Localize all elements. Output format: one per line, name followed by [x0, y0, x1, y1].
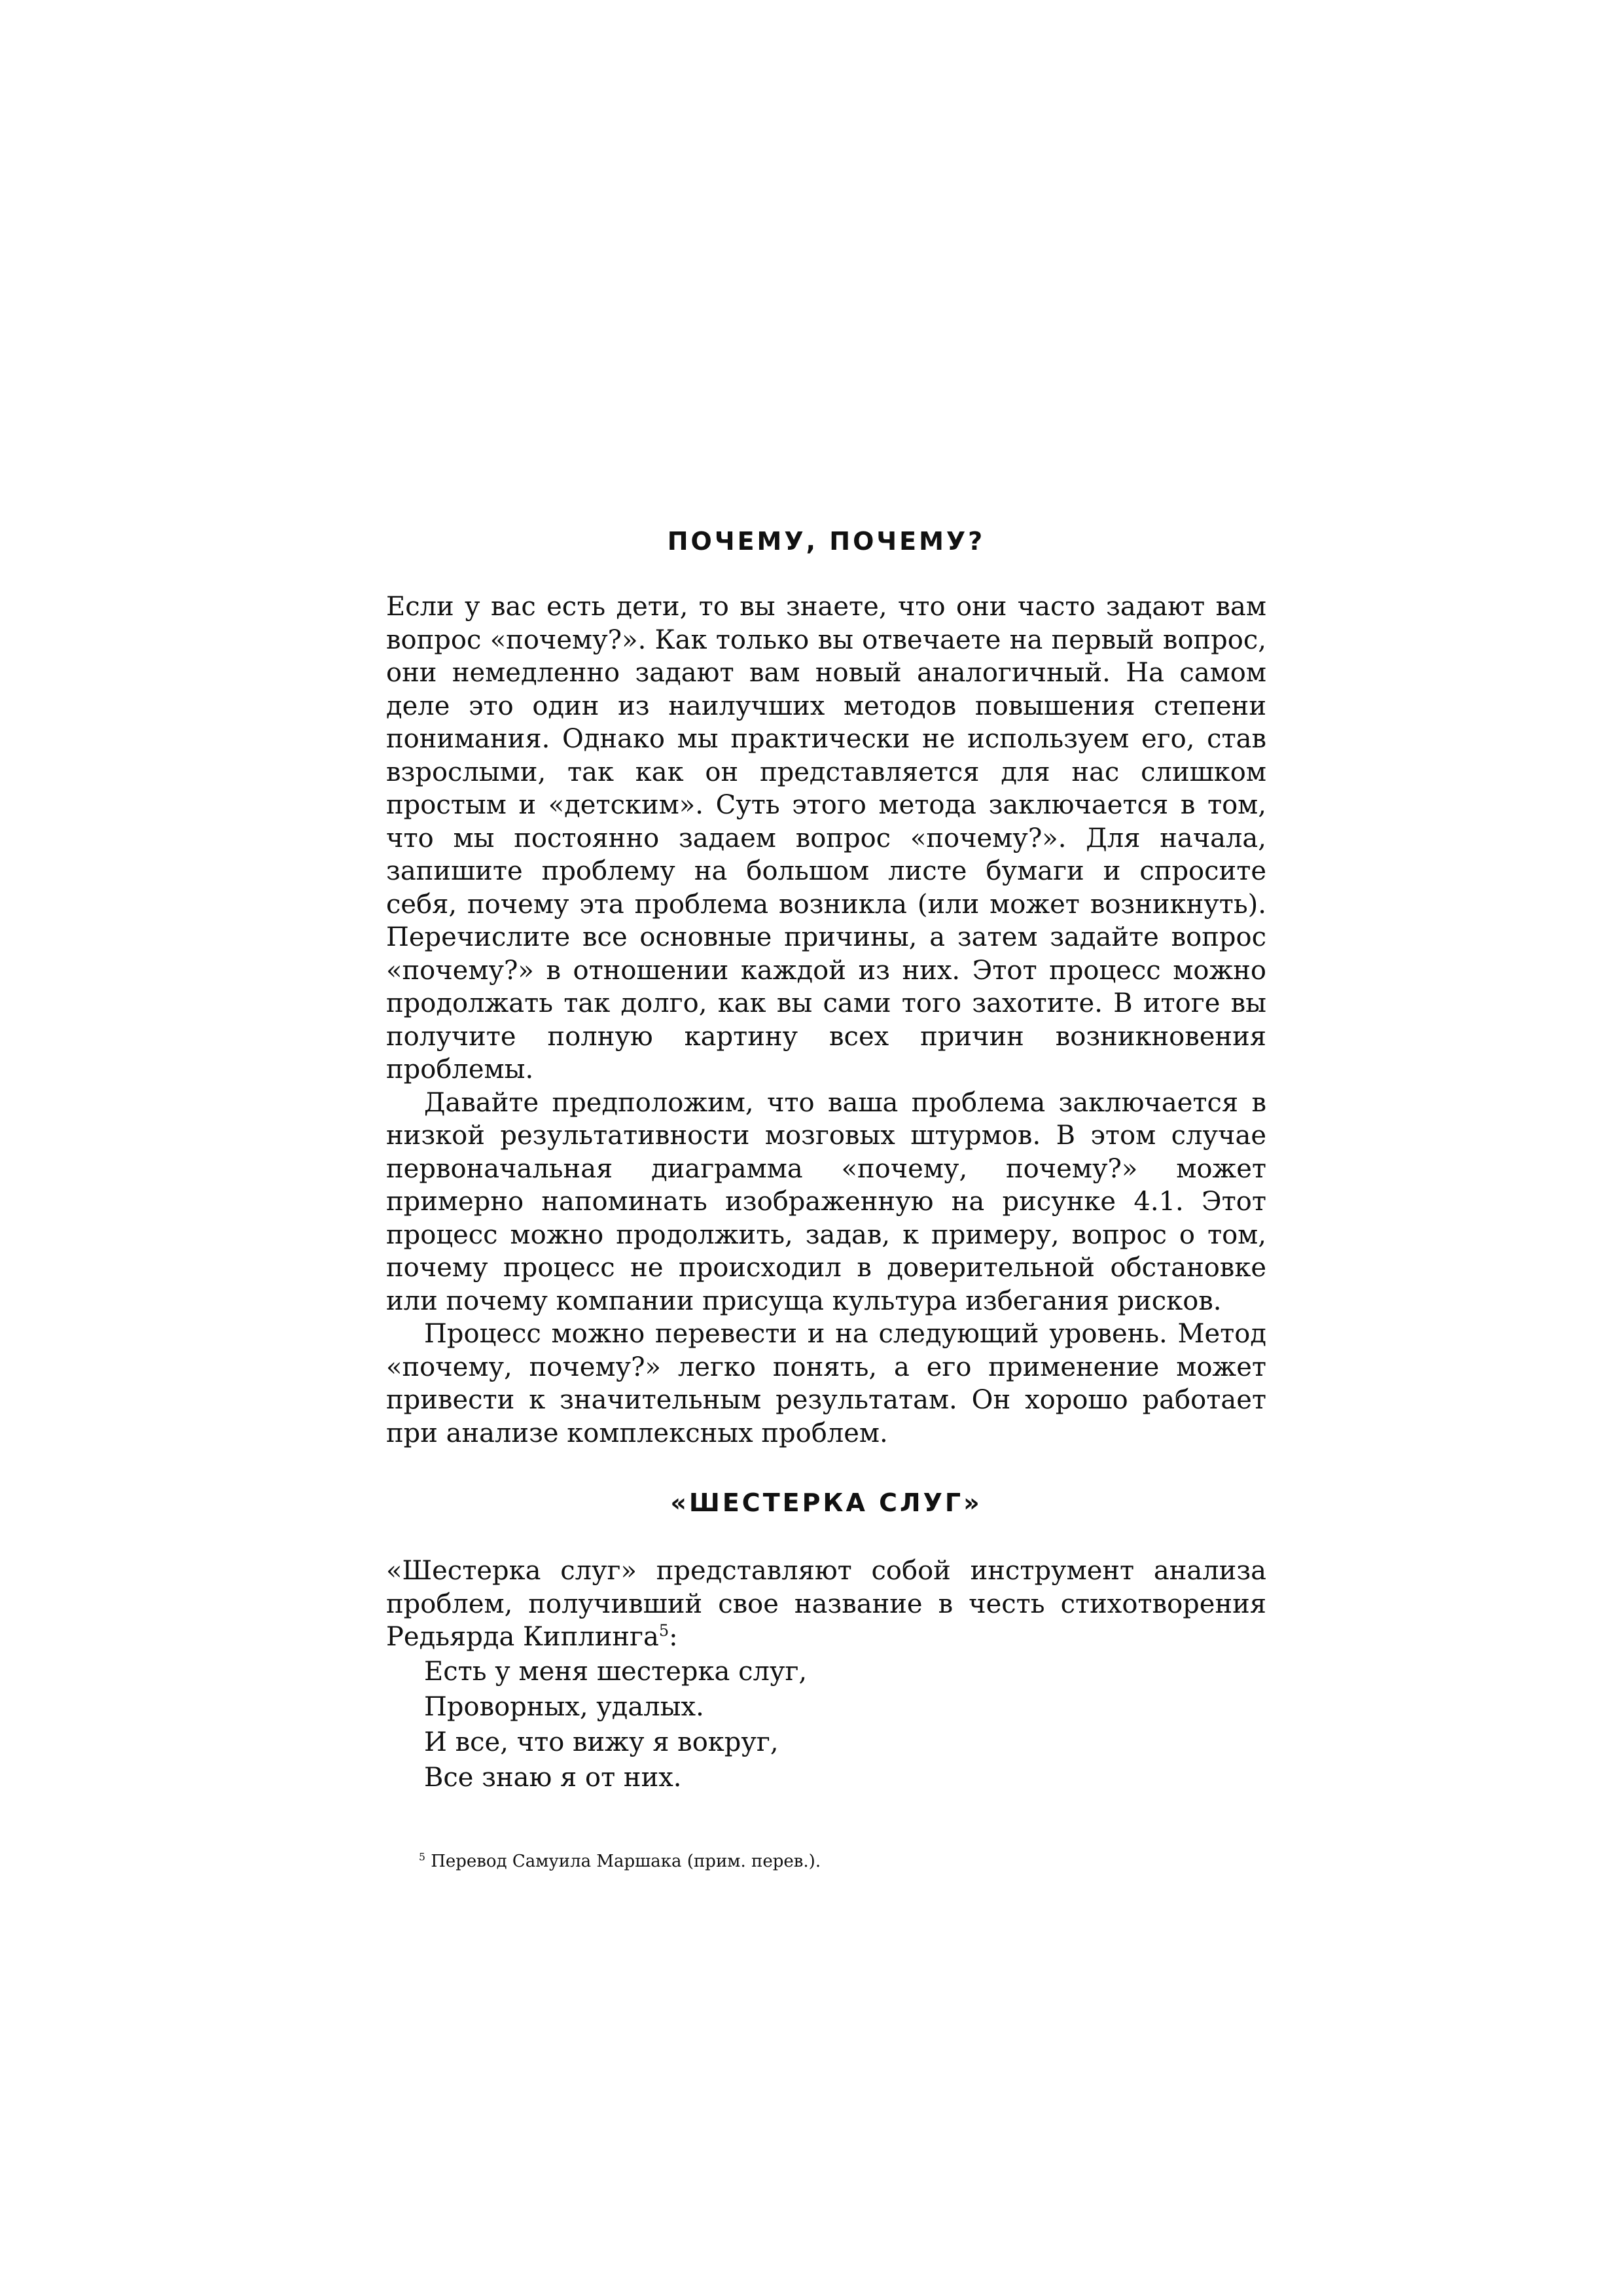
paragraph: Процесс можно перевести и на следующий уровень. Метод «почему, почему?» легко понять, а его применение может привести к значительным результатам. Он хорошо работает при анализе комплексных проблем. [386, 1319, 1266, 1448]
footnote-number: 5 [419, 1851, 425, 1863]
footnote [419, 1852, 821, 1872]
poem-line: Все знаю я от них. [424, 1762, 682, 1793]
poem-line: Есть у меня шестерка слуг, [424, 1656, 808, 1687]
section-heading-six-servants: «ШЕСТЕРКА СЛУГ» [670, 1488, 982, 1517]
footnote-text: Перевод Самуила Маршака (прим. перев.). [431, 1852, 821, 1871]
intro-text: «Шестерка слуг» представляют собой инструмент анализа проблем, получивший свое название в честь стихотворения Редьярда Киплинга [386, 1556, 1266, 1652]
section-body-six-servants [386, 1554, 1266, 1795]
poem-line: И все, что вижу я вокруг, [424, 1727, 779, 1757]
poem-line: Проворных, удалых. [424, 1691, 704, 1722]
section-body-why-why [386, 590, 1266, 1450]
section-heading-why-why: ПОЧЕМУ, ПОЧЕМУ? [667, 527, 986, 556]
footnote-ref: 5 [658, 1621, 669, 1640]
paragraph: Если у вас есть дети, то вы знаете, что они часто задают вам вопрос «почему?». Как только вы отвечаете на первый вопрос, они немедленно задают вам новый аналогичный. На самом деле это один из наилучших методов повышения степени понимания. Однако мы практически не используем его, став взрослыми, так как он представляется для нас слишком простым и «детским». Суть этого метода заключается в том, что мы постоянно задаем вопрос «почему?». Для начала, запишите проблему на большом листе бумаги и спросите себя, почему эта проблема возникла (или может возникнуть). Перечислите все основные причины, а затем задайте вопрос «почему?» в отношении каждой из них. Этот процесс можно продолжать так долго, как вы сами того захотите. В итоге вы получите полную картину всех причин возникновения проблемы. [386, 592, 1266, 1085]
intro-colon: : [669, 1622, 678, 1652]
poem [386, 1654, 1266, 1795]
paragraph: Давайте предположим, что ваша проблема заключается в низкой результативности мозговых штурмов. В этом случае первоначальная диаграмма «почему, почему?» может примерно напоминать изображенную на рисунке 4.1. Этот процесс можно продолжить, задав, к примеру, вопрос о том, почему процесс не происходил в доверительной обстановке или почему компании присуща культура избегания рисков. [386, 1087, 1266, 1316]
paragraph-intro [386, 1554, 1266, 1654]
